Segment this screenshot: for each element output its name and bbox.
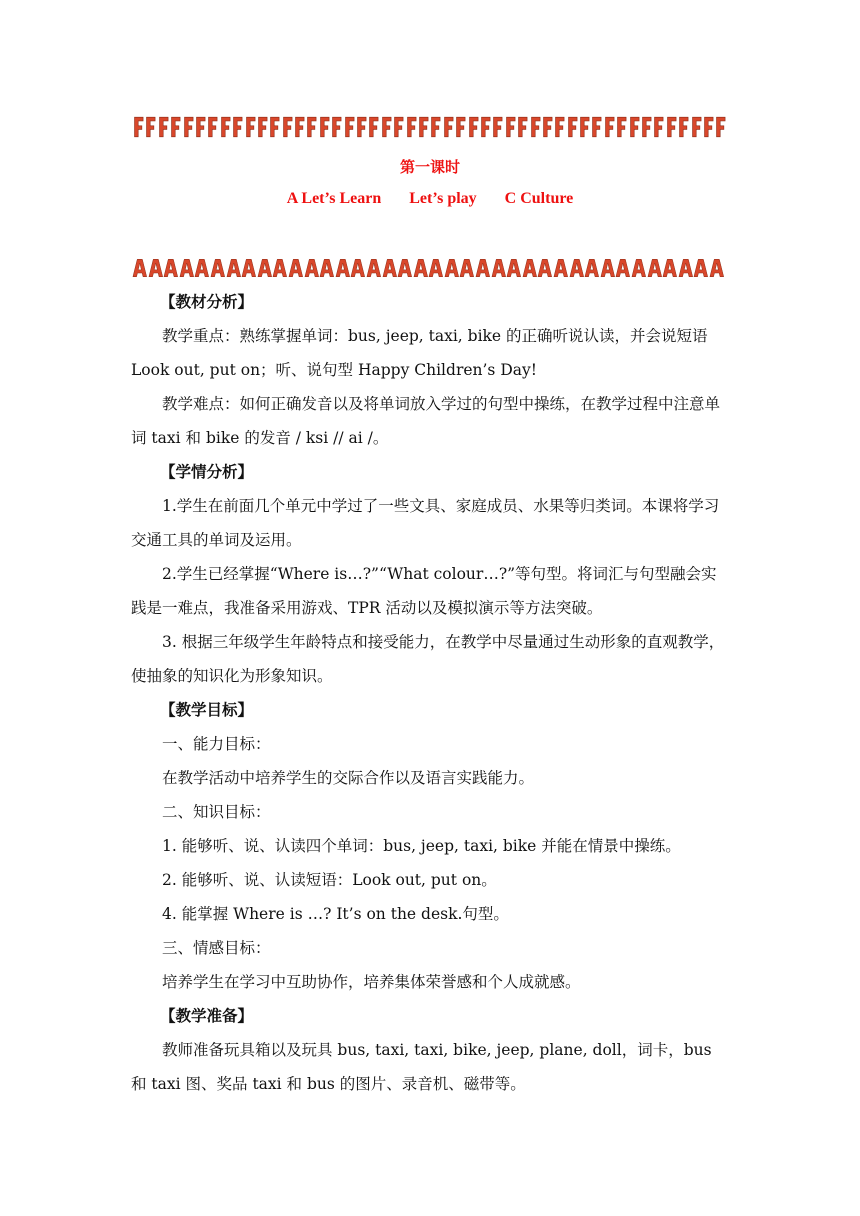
section-heading-prep: 【教学准备】 xyxy=(160,1006,254,1025)
border-a-glyph xyxy=(397,258,413,278)
border-a-glyph xyxy=(475,258,491,278)
students-item-1: 1.学生在前面几个单元中学过了一些文具、家庭成员、水果等归类词。本课将学习交通工具的单词及运用。 xyxy=(131,497,720,549)
border-a-glyph xyxy=(210,258,226,278)
border-f-glyph xyxy=(392,116,404,138)
border-a-glyph xyxy=(319,258,335,278)
border-f-glyph xyxy=(566,116,578,138)
border-a-glyph xyxy=(569,258,585,278)
goals-knowledge-item-3: 4. 能掌握 Where is …? It’s on the desk.句型。 xyxy=(162,905,509,923)
border-a-glyph xyxy=(662,258,678,278)
border-f-glyph xyxy=(442,116,454,138)
border-f-glyph xyxy=(330,116,342,138)
border-f-glyph xyxy=(144,116,156,138)
border-f-glyph xyxy=(652,116,664,138)
border-f-glyph xyxy=(256,116,268,138)
lesson-subtitle xyxy=(0,190,860,208)
border-a-glyph xyxy=(382,258,398,278)
border-f-glyph xyxy=(182,116,194,138)
border-f-glyph xyxy=(380,116,392,138)
border-f-glyph xyxy=(318,116,330,138)
border-f-glyph xyxy=(504,116,516,138)
students-item-2: 2.学生已经掌握“Where is…?”“What colour…?”等句型。将词汇与句型融会实践是一难点，我准备采用游戏、TPR 活动以及模拟演示等方法突破。 xyxy=(131,565,717,617)
border-f-glyph xyxy=(268,116,280,138)
border-f-glyph xyxy=(714,116,726,138)
border-a-glyph xyxy=(241,258,257,278)
border-f-glyph xyxy=(293,116,305,138)
border-f-glyph xyxy=(219,116,231,138)
section-heading-analysis: 【教材分析】 xyxy=(160,292,254,311)
border-f-glyph xyxy=(690,116,702,138)
border-a-glyph xyxy=(506,258,522,278)
border-f-glyph xyxy=(405,116,417,138)
border-f-glyph xyxy=(132,116,144,138)
border-a-glyph xyxy=(288,258,304,278)
border-a-glyph xyxy=(226,258,242,278)
border-f-glyph xyxy=(454,116,466,138)
border-f-glyph xyxy=(677,116,689,138)
border-f-glyph xyxy=(206,116,218,138)
border-a-glyph xyxy=(257,258,273,278)
border-a-glyph xyxy=(584,258,600,278)
goals-knowledge-title: 二、知识目标： xyxy=(162,803,271,821)
border-f-glyph xyxy=(417,116,429,138)
border-f-glyph xyxy=(157,116,169,138)
border-f-glyph xyxy=(553,116,565,138)
border-f-glyph xyxy=(305,116,317,138)
border-f-glyph xyxy=(355,116,367,138)
section-heading-students: 【学情分析】 xyxy=(160,462,254,481)
border-a-glyph xyxy=(413,258,429,278)
border-f-glyph xyxy=(429,116,441,138)
border-a-glyph xyxy=(132,258,148,278)
goals-ability-title: 一、能力目标： xyxy=(162,735,271,753)
analysis-focus: 教学重点：熟练掌握单词：bus, jeep, taxi, bike 的正确听说认读，并会说短语 Look out, put on；听、说句型 Happy Children’s Day! xyxy=(131,327,708,379)
border-f-glyph xyxy=(529,116,541,138)
border-f-glyph xyxy=(603,116,615,138)
section-heading-goals: 【教学目标】 xyxy=(160,700,254,719)
border-a-glyph xyxy=(600,258,616,278)
border-f-glyph xyxy=(615,116,627,138)
border-f-glyph xyxy=(541,116,553,138)
goals-emotion-text: 培养学生在学习中互助协作，培养集体荣誉感和个人成就感。 xyxy=(162,973,581,991)
students-item-3: 3. 根据三年级学生年龄特点和接受能力，在教学中尽量通过生动形象的直观教学，使抽象的知识化为形象知识。 xyxy=(131,633,725,685)
goals-knowledge-item-2: 2. 能够听、说、认读短语：Look out, put on。 xyxy=(162,871,497,889)
border-a-glyph xyxy=(709,258,725,278)
border-a-glyph xyxy=(194,258,210,278)
border-f-glyph xyxy=(702,116,714,138)
border-f-glyph xyxy=(479,116,491,138)
border-a-glyph xyxy=(459,258,475,278)
border-a-glyph xyxy=(148,258,164,278)
border-a-glyph xyxy=(693,258,709,278)
border-f-glyph xyxy=(640,116,652,138)
subtitle-part-culture: C Culture xyxy=(504,190,574,207)
border-f-glyph xyxy=(244,116,256,138)
border-a-glyph xyxy=(522,258,538,278)
border-f-glyph xyxy=(281,116,293,138)
border-a-glyph xyxy=(647,258,663,278)
border-a-glyph xyxy=(350,258,366,278)
prep-text: 教师准备玩具箱以及玩具 bus, taxi, taxi, bike, jeep, plane, doll，词卡，bus 和 taxi 图、奖品 taxi 和 bus 的图片、录音机、磁带等。 xyxy=(131,1041,712,1093)
analysis-difficulty: 教学难点：如何正确发音以及将单词放入学过的句型中操练，在教学过程中注意单词 taxi 和 bike 的发音 / ksi // ai /。 xyxy=(131,395,721,447)
border-f-glyph xyxy=(578,116,590,138)
border-a-glyph xyxy=(366,258,382,278)
border-a-glyph xyxy=(163,258,179,278)
border-a-glyph xyxy=(678,258,694,278)
border-a-glyph xyxy=(179,258,195,278)
border-f-glyph xyxy=(590,116,602,138)
decorative-border-bottom xyxy=(132,258,728,280)
border-a-glyph xyxy=(428,258,444,278)
goals-emotion-title: 三、情感目标： xyxy=(162,939,271,957)
border-f-glyph xyxy=(343,116,355,138)
border-f-glyph xyxy=(516,116,528,138)
border-f-glyph xyxy=(231,116,243,138)
border-f-glyph xyxy=(665,116,677,138)
subtitle-part-lets-play: Let’s play xyxy=(409,190,477,207)
border-f-glyph xyxy=(194,116,206,138)
border-f-glyph xyxy=(367,116,379,138)
decorative-border-top xyxy=(132,116,728,140)
goals-ability-text: 在教学活动中培养学生的交际合作以及语言实践能力。 xyxy=(162,769,535,787)
document-body xyxy=(131,285,731,1101)
border-f-glyph xyxy=(169,116,181,138)
border-f-glyph xyxy=(491,116,503,138)
border-a-glyph xyxy=(335,258,351,278)
border-a-glyph xyxy=(444,258,460,278)
subtitle-part-lets-learn: A Let’s Learn xyxy=(286,190,382,207)
border-a-glyph xyxy=(304,258,320,278)
border-a-glyph xyxy=(537,258,553,278)
lesson-title: 第一课时 xyxy=(399,158,460,176)
border-a-glyph xyxy=(272,258,288,278)
border-a-glyph xyxy=(491,258,507,278)
goals-knowledge-item-1: 1. 能够听、说、认读四个单词：bus, jeep, taxi, bike 并能在情景中操练。 xyxy=(162,837,681,855)
border-a-glyph xyxy=(553,258,569,278)
border-f-glyph xyxy=(467,116,479,138)
border-a-glyph xyxy=(615,258,631,278)
border-f-glyph xyxy=(628,116,640,138)
border-a-glyph xyxy=(631,258,647,278)
